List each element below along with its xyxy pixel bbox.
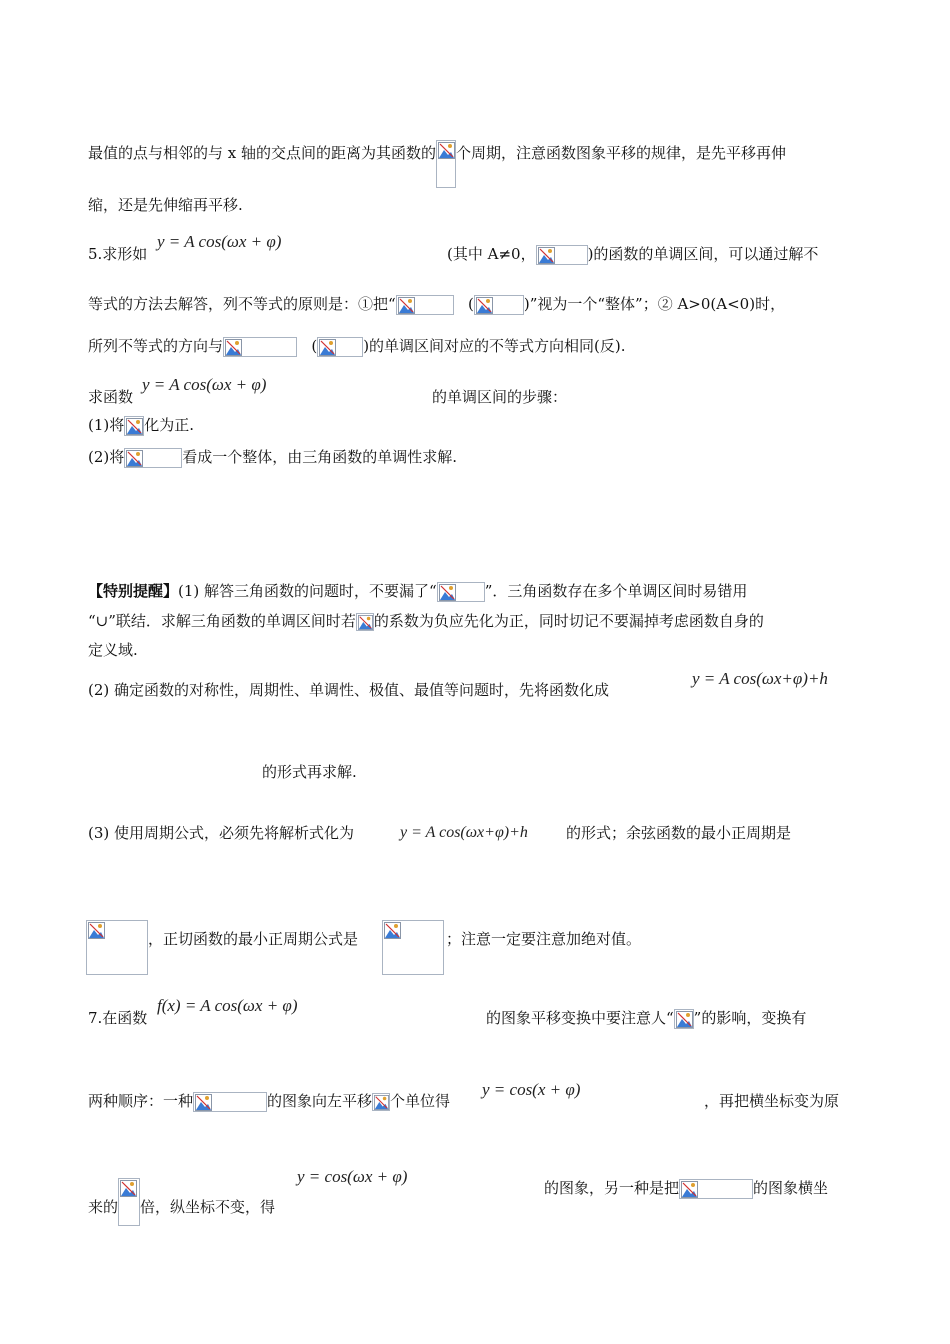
text: 缩，还是先伸缩再平移. xyxy=(88,196,243,214)
text: 倍，纵坐标不变，得 xyxy=(140,1198,276,1216)
text: 等式的方法去解答，列不等式的原则是：①把“ xyxy=(88,295,396,313)
text: ”．三角函数存在多个单调区间时易错用 xyxy=(484,582,748,600)
text: 5.求形如 xyxy=(88,245,148,263)
text: )”视为一个“整体”；② A>0(A<0)时， xyxy=(523,295,786,313)
text: (2)将 xyxy=(88,448,125,466)
broken-image-icon xyxy=(396,295,454,315)
text: 的形式；余弦函数的最小正周期是 xyxy=(566,824,792,842)
text: 看成一个整体，由三角函数的单调性求解. xyxy=(182,448,458,466)
broken-image-icon xyxy=(679,1179,753,1199)
paragraph-line xyxy=(88,823,354,843)
broken-image-icon xyxy=(124,448,182,468)
paragraph-line xyxy=(262,762,357,782)
math-formula: y = cos(ωx + φ) xyxy=(297,1167,408,1186)
broken-image-icon xyxy=(193,1092,267,1112)
broken-image-icon xyxy=(382,920,444,975)
paragraph-line xyxy=(432,387,567,407)
broken-image-icon xyxy=(124,416,144,436)
paragraph-line xyxy=(544,1178,828,1199)
text: 化为正. xyxy=(144,416,195,434)
text: 的图象平移变换中要注意人“ xyxy=(486,1009,674,1027)
broken-image-icon xyxy=(223,337,297,357)
text: (1)将 xyxy=(88,416,125,434)
paragraph-line xyxy=(88,581,747,602)
text: 7.在函数 xyxy=(88,1009,148,1027)
paragraph-line xyxy=(704,1091,839,1111)
paragraph-line xyxy=(88,336,626,357)
broken-image-icon xyxy=(356,613,374,631)
text: 的单调区间的步骤： xyxy=(432,388,568,406)
broken-image-icon xyxy=(372,1093,390,1111)
broken-image-icon xyxy=(436,140,456,188)
text: 两种顺序：一种 xyxy=(88,1092,194,1110)
paragraph-line xyxy=(88,140,786,188)
paragraph-line xyxy=(566,823,791,843)
text: 的形式再求解. xyxy=(262,763,357,781)
paragraph-line xyxy=(486,1008,806,1029)
math-formula: y = A cos(ωx+φ)+h xyxy=(400,824,528,841)
text: 定义域. xyxy=(88,641,138,659)
text: (1) 解答三角函数的问题时，不要漏了“ xyxy=(178,582,437,600)
broken-image-icon xyxy=(474,295,524,315)
text: 求函数 xyxy=(88,388,134,406)
text: ”的影响，变换有 xyxy=(693,1009,807,1027)
paragraph-line xyxy=(88,640,138,660)
text: 最值的点与相邻的与 x 轴的交点间的距离为其函数的 xyxy=(88,144,436,162)
text: “∪”联结．求解三角函数的单调区间时若 xyxy=(88,612,356,630)
text: ，再把横坐标变为原 xyxy=(704,1092,840,1110)
paragraph-line xyxy=(88,244,147,264)
text: ( xyxy=(467,295,474,313)
text: 的系数为负应先化为正，同时切记不要漏掉考虑函数自身的 xyxy=(373,612,764,630)
paragraph-line xyxy=(88,1178,275,1226)
paragraph-line xyxy=(88,294,785,315)
text: (3) 使用周期公式，必须先将解析式化为 xyxy=(88,824,355,842)
paragraph-line xyxy=(447,244,818,265)
text: (其中 A≠0， xyxy=(447,245,536,263)
text: ( xyxy=(311,337,318,355)
paragraph-line xyxy=(88,387,133,407)
paragraph-line xyxy=(88,447,457,468)
paragraph-line xyxy=(446,929,641,949)
section-heading: 【特别提醒】 xyxy=(88,582,179,600)
broken-image-icon xyxy=(437,582,485,602)
text: ，正切函数的最小正周期公式是 xyxy=(148,930,359,948)
text: 个周期，注意函数图象平移的规律，是先平移再伸 xyxy=(456,144,787,162)
paragraph-line xyxy=(88,1008,147,1028)
text: (2) 确定函数的对称性，周期性、单调性、极值、最值等问题时，先将函数化成 xyxy=(88,681,610,699)
broken-image-icon xyxy=(317,337,363,357)
text: 个单位得 xyxy=(390,1092,451,1110)
text: 所列不等式的方向与 xyxy=(88,337,224,355)
paragraph-line xyxy=(88,680,609,700)
math-formula: y = A cos(ωx+φ)+h xyxy=(692,669,828,688)
text: )的函数的单调区间，可以通过解不 xyxy=(587,245,819,263)
text: 的图象横坐 xyxy=(753,1179,829,1197)
text: 的图象，另一种是把 xyxy=(544,1179,680,1197)
paragraph-line xyxy=(88,1091,450,1112)
paragraph-line xyxy=(88,611,764,631)
text: )的单调区间对应的不等式方向相同(反). xyxy=(363,337,626,355)
text: ；注意一定要注意加绝对值。 xyxy=(446,930,642,948)
paragraph-line xyxy=(148,929,358,949)
broken-image-icon xyxy=(674,1009,694,1029)
broken-image-icon xyxy=(118,1178,140,1226)
paragraph-line xyxy=(88,195,243,215)
math-formula: y = A cos(ωx + φ) xyxy=(157,232,282,251)
broken-image-icon xyxy=(536,245,588,265)
text: 的图象向左平移 xyxy=(267,1092,373,1110)
math-formula: y = A cos(ωx + φ) xyxy=(142,375,267,394)
text: 来的 xyxy=(88,1198,119,1216)
math-formula: y = cos(x + φ) xyxy=(482,1080,581,1099)
paragraph-line xyxy=(88,415,194,436)
broken-image-icon xyxy=(86,920,148,975)
math-formula: f(x) = A cos(ωx + φ) xyxy=(157,996,298,1015)
